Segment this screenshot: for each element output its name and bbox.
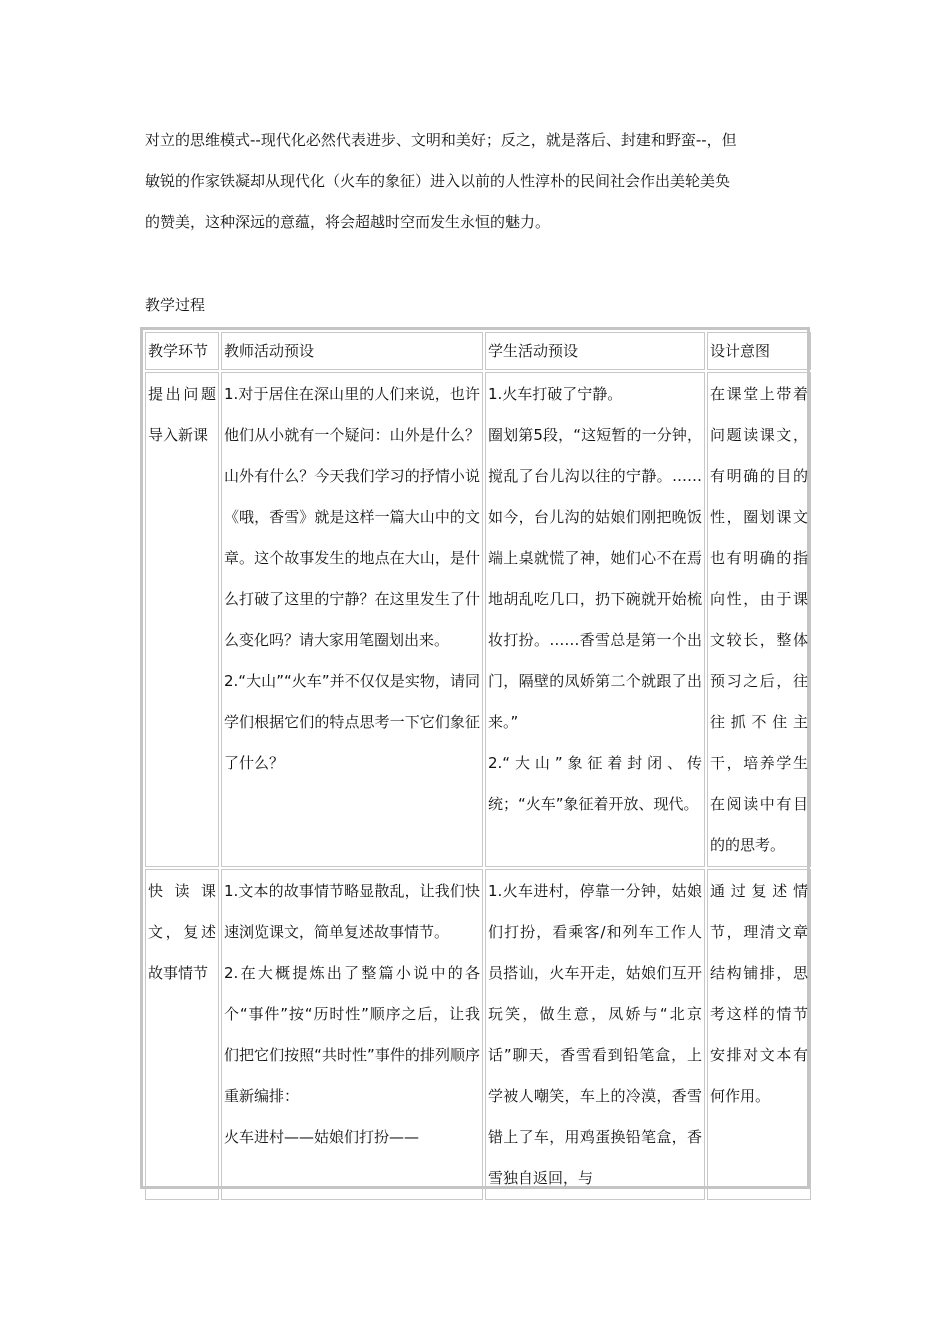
intent-cell: 在课堂上带着问题读课文，有明确的目的性，圈划课文也有明确的指向性，由于课文较长，整体预习之后，往往抓不住主干，培养学生在阅读中有目的的思考。 bbox=[707, 372, 811, 867]
student-paragraph: 2.“大山”象征着封闭、传统；“火车”象征着开放、现代。 bbox=[488, 754, 702, 813]
teacher-paragraph: 1.对于居住在深山里的人们来说，也许他们从小就有一个疑问：山外是什么？山外有什么？今天我们学习的抒情小说《哦，香雪》就是这样一篇大山中的文章。这个故事发生的地点在大山，是什么打破了这里的宁静？在这里发生了什么变化吗？请大家用笔圈划出来。 bbox=[224, 385, 480, 649]
header-student: 学生活动预设 bbox=[485, 332, 705, 370]
teacher-paragraph: 2.“大山”“火车”并不仅仅是实物，请同学们根据它们的特点思考一下它们象征了什么？ bbox=[224, 672, 480, 772]
header-intent: 设计意图 bbox=[707, 332, 811, 370]
student-paragraph: 1.火车进村，停靠一分钟，姑娘们打扮，看乘客/和列车工作人员搭讪，火车开走，姑娘们互开玩笑，做生意，凤娇与“北京话”聊天，香雪看到铅笔盒，上学被人嘲笑，车上的冷漠，香雪错上了车，用鸡蛋换铅笔盒，香雪独自返回，与 bbox=[488, 882, 702, 1187]
student-paragraph: 圈划第5段，“这短暂的一分钟，搅乱了台儿沟以往的宁静。……如今，台儿沟的姑娘们刚把晚饭端上桌就慌了神，她们心不在焉地胡乱吃几口，扔下碗就开始梳妆打扮。……香雪总是第一个出门，隔壁的凤娇第二个就跟了出来。” bbox=[488, 426, 702, 731]
table-row bbox=[145, 869, 811, 1200]
student-cell bbox=[485, 372, 705, 867]
student-cell bbox=[485, 869, 705, 1200]
teacher-cell bbox=[221, 869, 483, 1200]
intro-paragraph bbox=[145, 120, 815, 243]
teacher-paragraph: 2.在大概提炼出了整篇小说中的各个“事件”按“历时性”顺序之后，让我们把它们按照“共时性”事件的排列顺序重新编排： bbox=[224, 964, 480, 1105]
lesson-table bbox=[140, 327, 810, 1189]
table-row bbox=[145, 372, 811, 867]
student-paragraph: 1.火车打破了宁静。 bbox=[488, 385, 623, 403]
teacher-paragraph: 火车进村——姑娘们打扮—— bbox=[224, 1128, 420, 1146]
intro-line: 的赞美，这种深远的意蕴，将会超越时空而发生永恒的魅力。 bbox=[145, 213, 551, 231]
stage-cell: 提出问题导入新课 bbox=[145, 372, 219, 867]
header-teacher: 教师活动预设 bbox=[221, 332, 483, 370]
teacher-paragraph: 1.文本的故事情节略显散乱，让我们快速浏览课文，简单复述故事情节。 bbox=[224, 882, 480, 941]
section-heading: 教学过程 bbox=[145, 296, 206, 314]
stage-cell: 快读课文，复述故事情节 bbox=[145, 869, 219, 1200]
intent-cell: 通过复述情节，理清文章结构铺排，思考这样的情节安排对文本有何作用。 bbox=[707, 869, 811, 1200]
intro-line: 敏锐的作家铁凝却从现代化（火车的象征）进入以前的人性淳朴的民间社会作出美轮美奂 bbox=[145, 172, 731, 190]
header-stage: 教学环节 bbox=[145, 332, 219, 370]
teacher-cell bbox=[221, 372, 483, 867]
intro-line: 对立的思维模式--现代化必然代表进步、文明和美好；反之，就是落后、封建和野蛮--，但 bbox=[145, 131, 737, 149]
table-header-row bbox=[145, 332, 811, 370]
